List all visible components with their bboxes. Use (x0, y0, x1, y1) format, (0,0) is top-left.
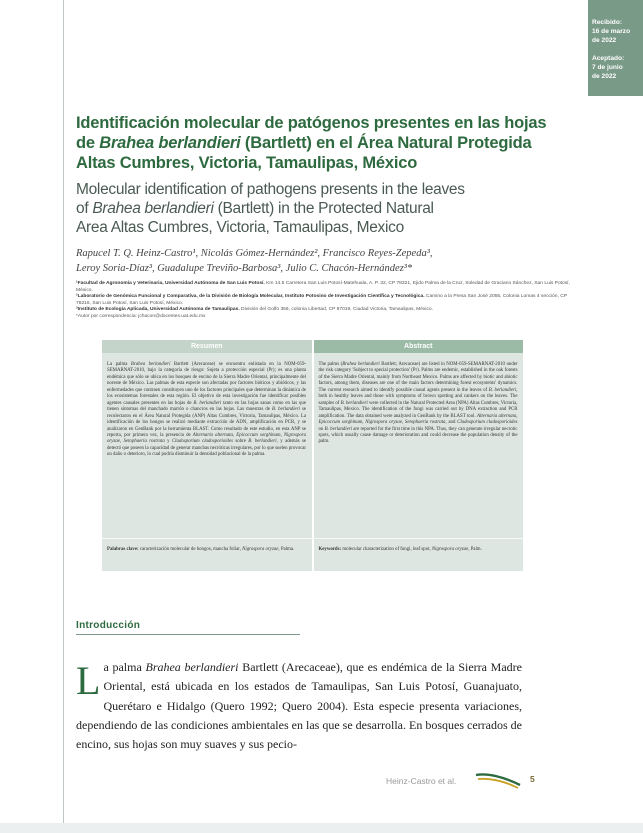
affiliations (76, 281, 581, 320)
running-author: Heinz-Castro et al. (386, 776, 457, 786)
received-label: Recibido: (592, 19, 623, 26)
resumen-column (102, 340, 312, 571)
title-english (76, 180, 581, 237)
affiliation-1: ¹Facultad de Agronomía y Veterinaria, Universidad Autónoma de San Luis Potosí. Km 14.5 Carretera San Luis Potosí-Matehuala, A. P. 32, CP 78321, Ejido Palma de la Cruz, Soledad de Graciano Sánchez, San Luis Potosí, México. (76, 281, 570, 293)
drop-cap: L (76, 658, 101, 703)
accepted-label: Aceptado: (592, 55, 625, 62)
resumen-divider (102, 538, 312, 539)
title-en-line2: of Brahea berlandieri (Bartlett) in the Protected Natural (76, 200, 434, 217)
title-en-line3: Area Altas Cumbres, Victoria, Tamaulipas, Mexico (76, 219, 404, 236)
resumen-keywords: Palabras clave: caracterización molecular de hongos, mancha foliar, Nigrospora oryzae, Palma. (107, 547, 295, 552)
received-date-line2: de 2022 (592, 37, 617, 44)
title-es-line3: Altas Cumbres, Victoria, Tamaulipas, México (76, 154, 418, 172)
author-list (76, 246, 581, 276)
accepted-date-line1: 7 de junio (592, 64, 623, 71)
authors-line1: Rapucel T. Q. Heinz-Castro¹, Nicolás Gómez-Hernández², Francisco Reyes-Zepeda³, (76, 248, 433, 259)
page-bottom-edge (0, 823, 643, 833)
abstract-body: The palms (Brahea berlandieri Bartlett; Arecaceae) are listed in NOM-059-SEMARNAT-2010 under the risk category 'Subject to special protection' (Pr). Palms are endemic, established in the oak forests of the Sierra Madre Oriental, mainly from Northeast Mexico. Palms are affected by biotic and abiotic factors, among them, diseases are one of the main factors determining forest ecosystems' dynamics. The current research aimed to identify possible causal agents present in the leaves of B. berlandieri, both in healthy leaves and those with symptoms of brown spotting and cankers on the leaves. The samples of B. berlandieri were collected in the Natural Protected Area (NPA) Altas Cumbres, Victoria, Tamaulipas, Mexico. The identification of the fungi was carried out by DNA extraction and PCR amplification. The data obtained were analyzed in GenBank by the BLAST tool. Alternaria alternata, Epicoccum sorghinum, Nigrospora oryzae, Setophaeria rostrata, and Cladosporium cladosporioides on B. berlandieri are reported for the first time in this NPA. Thus, they can generate irregular necrotic spots, which usually cause damage or deterioration and could decrease the population density of the palm. (318, 362, 518, 445)
resumen-body: La palma Brahea berlandieri Bartlett (Arecaceae) se encuentra enlistada en la NOM-059-SEMARNAT-2010, bajo la categoría de riesgo: Sujeta a protección especial (Pr); es una planta endémica que sólo se ubica en los bosques de encino de la Sierra Madre Oriental, principalmente del noreste de México. Las palmas de esta especie son afectadas por factores bióticos y abióticos, y las enfermedades que contraen constituyen uno de los factores principales que determinan la dinámica de los ecosistemas forestales de esta región. El objetivo de esta investigación fue identificar posibles agentes causales presentes en las hojas de B. berlandieri tanto en las hojas sanas como en las que tienen síntomas del manchado marrón o chancros en las hojas. Las muestras de B. berlandieri se recolectaron en el Área Natural Protegida (ANP) Altas Cumbres, Victoria, Tamaulipas, México. La identificación de los hongos se realizó mediante extracción de ADN, amplificación en PCR, y se analizaron en GenBank por la herramienta BLAST. Como resultado de este estudio, en esta ANP se reporta, por primera vez, la presencia de Alternaria alternata, Epicoccum sorghinum, Nigrospora oryzae, Setophaeria rostrata y Cladosporium cladosporioides sobre B. berlandieri, y además se detectó que poseen la capacidad de generar manchas necróticas irregulares, por lo que suelen provocar un daño o deterioro, lo cual podría disminuir la densidad poblacional de la palma. (107, 362, 307, 458)
affiliation-3: ³Instituto de Ecología Aplicada, Universidad Autónoma de Tamaulipas. División del Golfo 356, colonia Libertad, CP 87019, Ciudad Victoria, Tamaulipas, México. (76, 307, 433, 312)
abstract-keywords: Keywords: molecular characterization of fungi, leaf spot, Nigrospora oryzae, Palm. (318, 547, 482, 552)
accepted-date-line2: de 2022 (592, 73, 617, 80)
resumen-heading: Resumen (102, 340, 312, 353)
abstracts-panel (102, 340, 523, 571)
intro-paragraph: La palma Brahea berlandieri Bartlett (Arecaceae), que es endémica de la Sierra Madre Oriental, está ubicada en los estados de Tamaulipas, San Luis Potosí, Guanajuato, Querétaro e Hidalgo (Quero 1992; Quero 2004). Esta especie presenta variaciones, dependiendo de las condiciones ambientales en las que se desarrolla. En bosques cerrados de encino, sus hojas son muy suaves y sus pecio- (76, 658, 522, 752)
page-left-rule (63, 0, 64, 833)
page-number: 5 (530, 774, 535, 784)
dates-box (588, 0, 643, 96)
title-es-line2: de Brahea berlandieri (Bartlett) en el Área Natural Protegida (76, 134, 532, 152)
affiliation-2: ²Laboratorio de Genómica Funcional y Comparativa, de la División de Biología Molecular, Instituto Potosino de Investigación Científica y Tecnológica. Camino a la Presa San José 2055, Colonia Lomas 4 sección, CP 78216, San Luis Potosí, San Luis Potosí, México. (76, 294, 567, 306)
title-en-line1: Molecular identification of pathogens presents in the leaves (76, 181, 465, 198)
journal-swoosh-logo-icon (474, 769, 522, 791)
received-date-line1: 16 de marzo (592, 28, 631, 35)
authors-line2: Leroy Soria-Díaz³, Guadalupe Treviño-Barbosa³, Julio C. Chacón-Hernández³* (76, 263, 413, 274)
abstract-divider (314, 538, 524, 539)
section-heading-introduccion: Introducción (76, 620, 141, 631)
section-heading-rule (76, 634, 300, 635)
title-spanish (76, 113, 581, 173)
abstract-heading: Abstract (314, 340, 524, 353)
corresponding-author: *Autor por correspondencia: jchacon@docentes.uat.edu.mx (76, 313, 206, 319)
abstract-column (314, 340, 524, 571)
title-es-line1: Identificación molecular de patógenos presentes en las hojas (76, 114, 547, 132)
